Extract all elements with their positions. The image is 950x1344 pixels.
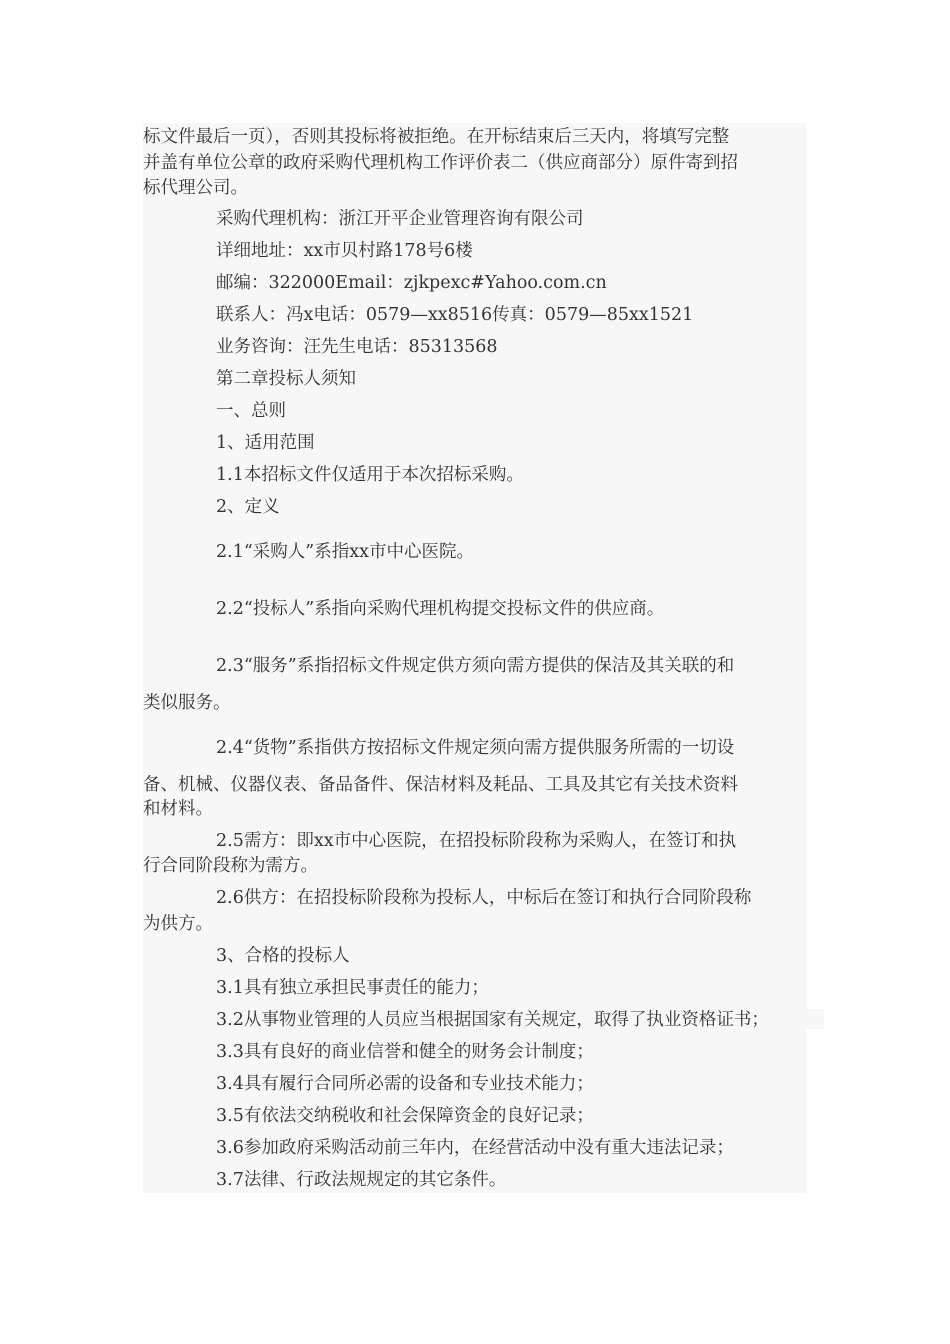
clause-line: 3.4具有履行合同所必需的设备和专业技术能力； bbox=[216, 1074, 594, 1094]
clause-line: 备、机械、仪器仪表、备品备件、保洁材料及耗品、工具及其它有关技术资料 bbox=[143, 775, 738, 795]
text-background-overflow bbox=[806, 1009, 824, 1029]
agency-line: 采购代理机构：浙江开平企业管理咨询有限公司 bbox=[216, 209, 584, 229]
clause-line: 3.1具有独立承担民事责任的能力； bbox=[216, 978, 489, 998]
paragraph-line: 标代理公司。 bbox=[143, 178, 248, 198]
clause-line: 行合同阶段称为需方。 bbox=[143, 856, 318, 876]
paragraph-line: 并盖有单位公章的政府采购代理机构工作评价表二（供应商部分）原件寄到招 bbox=[143, 153, 738, 173]
clause-line: 2.4“货物”系指供方按招标文件规定须向需方提供服务所需的一切设 bbox=[216, 738, 735, 758]
postcode-email-line: 邮编：322000Email：zjkpexc#Yahoo.com.cn bbox=[216, 273, 607, 293]
clause-line: 2.6供方：在招投标阶段称为投标人，中标后在签订和执行合同阶段称 bbox=[216, 888, 752, 908]
paragraph-line: 标文件最后一页），否则其投标将被拒绝。在开标结束后三天内，将填写完整 bbox=[143, 127, 730, 147]
clause-line: 2.3“服务”系指招标文件规定供方须向需方提供的保洁及其关联的和 bbox=[216, 656, 735, 676]
clause-line: 3.5有依法交纳税收和社会保障资金的良好记录； bbox=[216, 1106, 594, 1126]
chapter-heading: 第二章投标人须知 bbox=[216, 369, 356, 389]
clause-line: 3.6参加政府采购活动前三年内，在经营活动中没有重大违法记录； bbox=[216, 1138, 734, 1158]
clause-line: 2.2“投标人”系指向采购代理机构提交投标文件的供应商。 bbox=[216, 599, 665, 619]
clause-line: 3.7法律、行政法规规定的其它条件。 bbox=[216, 1170, 507, 1190]
subsection-heading: 2、定义 bbox=[216, 497, 280, 517]
clause-line: 和材料。 bbox=[143, 799, 213, 819]
subsection-heading: 1、适用范围 bbox=[216, 433, 315, 453]
clause-line: 为供方。 bbox=[143, 914, 213, 934]
clause-line: 3.2从事物业管理的人员应当根据国家有关规定，取得了执业资格证书； bbox=[216, 1010, 769, 1030]
address-line: 详细地址：xx市贝村路178号6楼 bbox=[216, 241, 473, 261]
clause-line: 3.3具有良好的商业信誉和健全的财务会计制度； bbox=[216, 1042, 594, 1062]
clause-line: 2.1“采购人”系指xx市中心医院。 bbox=[216, 542, 474, 562]
section-heading: 一、总则 bbox=[216, 401, 286, 421]
clause-line: 类似服务。 bbox=[143, 693, 231, 713]
contact-line: 联系人：冯x电话：0579—xx8516传真：0579—85xx1521 bbox=[216, 305, 694, 325]
subsection-heading: 3、合格的投标人 bbox=[216, 946, 350, 966]
consult-line: 业务咨询：汪先生电话：85313568 bbox=[216, 337, 498, 357]
clause-line: 2.5需方：即xx市中心医院，在招投标阶段称为采购人，在签订和执 bbox=[216, 831, 737, 851]
clause-line: 1.1本招标文件仅适用于本次招标采购。 bbox=[216, 465, 524, 485]
